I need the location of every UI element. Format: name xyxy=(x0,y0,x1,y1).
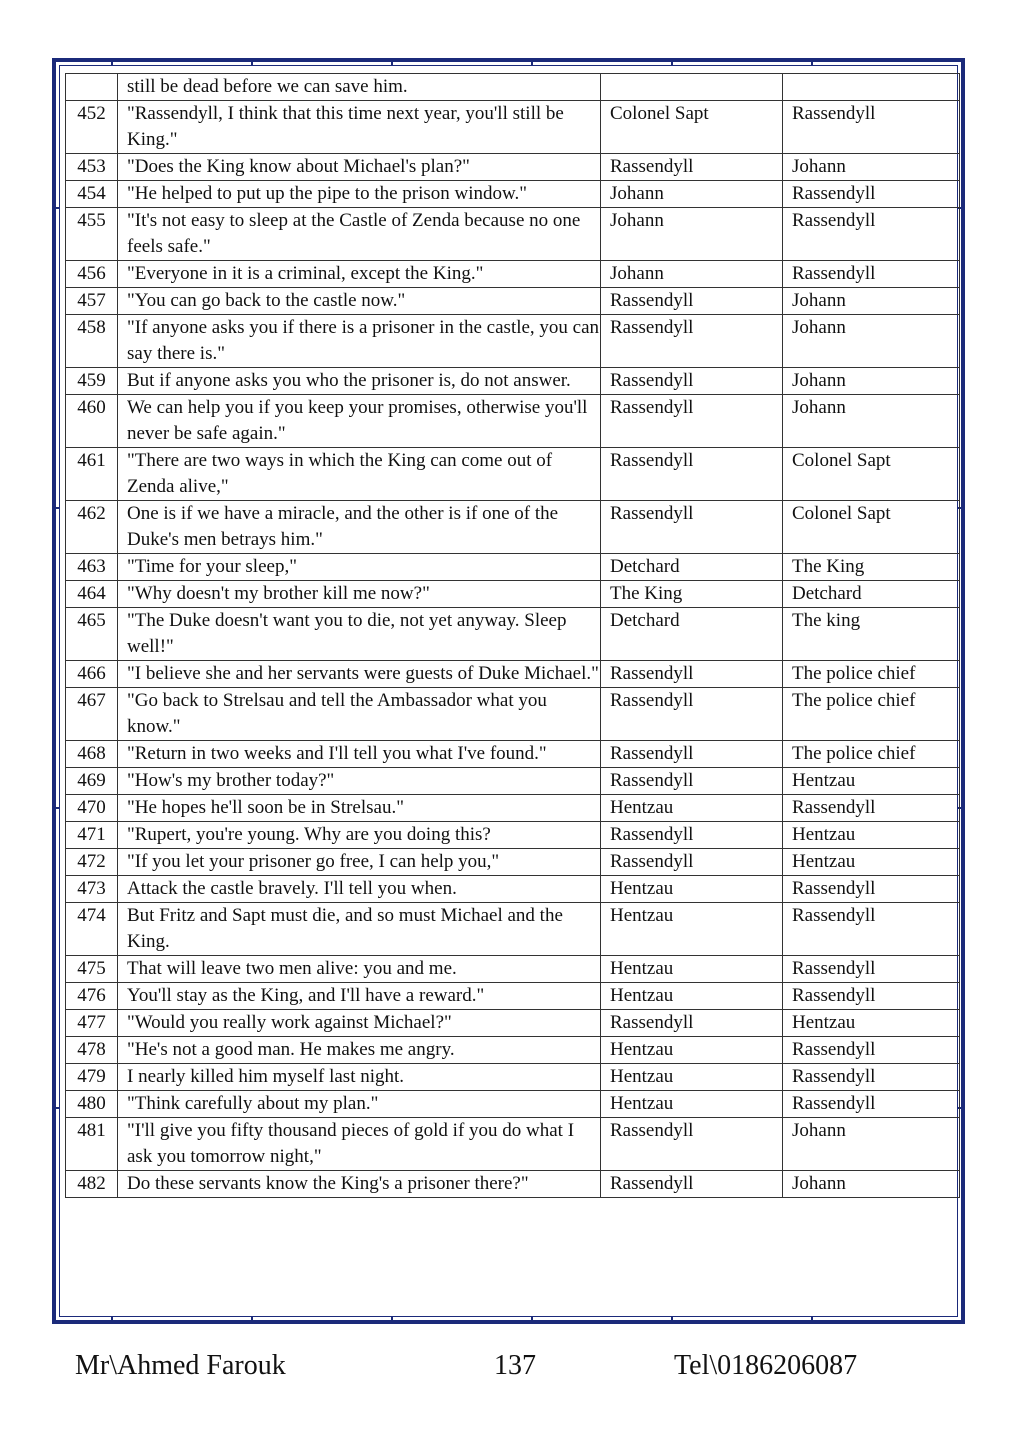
speaker-cell: Rassendyll xyxy=(601,501,783,554)
quote-text-cell: Do these servants know the King's a prisoner there?" xyxy=(118,1171,601,1198)
speaker-cell: Colonel Sapt xyxy=(601,101,783,154)
quote-text-cell: I nearly killed him myself last night. xyxy=(118,1064,601,1091)
quote-text-cell: "It's not easy to sleep at the Castle of Zenda because no one feels safe." xyxy=(118,208,601,261)
quote-text-cell: "He's not a good man. He makes me angry. xyxy=(118,1037,601,1064)
listener-cell: Rassendyll xyxy=(783,795,960,822)
line-number-cell: 467 xyxy=(66,688,118,741)
line-number-cell: 470 xyxy=(66,795,118,822)
listener-cell: Johann xyxy=(783,315,960,368)
table-row xyxy=(66,608,960,661)
table-row xyxy=(66,661,960,688)
listener-cell: Detchard xyxy=(783,581,960,608)
speaker-cell: Rassendyll xyxy=(601,849,783,876)
line-number-cell: 473 xyxy=(66,876,118,903)
table-row xyxy=(66,74,960,101)
quote-text-cell: "You can go back to the castle now." xyxy=(118,288,601,315)
line-number-cell xyxy=(66,74,118,101)
listener-cell: The police chief xyxy=(783,661,960,688)
table-row xyxy=(66,1037,960,1064)
speaker-cell: Johann xyxy=(601,261,783,288)
speaker-cell: Hentzau xyxy=(601,1037,783,1064)
line-number-cell: 479 xyxy=(66,1064,118,1091)
listener-cell: Rassendyll xyxy=(783,1064,960,1091)
footer-page-number: 137 xyxy=(494,1350,536,1381)
speaker-cell: Hentzau xyxy=(601,795,783,822)
speaker-cell: Rassendyll xyxy=(601,661,783,688)
line-number-cell: 469 xyxy=(66,768,118,795)
quote-text-cell: "There are two ways in which the King can come out of Zenda alive," xyxy=(118,448,601,501)
quote-text-cell: "Return in two weeks and I'll tell you what I've found." xyxy=(118,741,601,768)
line-number-cell: 477 xyxy=(66,1010,118,1037)
listener-cell: Rassendyll xyxy=(783,983,960,1010)
listener-cell: Rassendyll xyxy=(783,101,960,154)
speaker-cell: Hentzau xyxy=(601,876,783,903)
table-row xyxy=(66,768,960,795)
line-number-cell: 475 xyxy=(66,956,118,983)
table-row xyxy=(66,501,960,554)
listener-cell: Rassendyll xyxy=(783,1091,960,1118)
table-row xyxy=(66,1010,960,1037)
line-number-cell: 481 xyxy=(66,1118,118,1171)
table-row xyxy=(66,849,960,876)
speaker-cell: Rassendyll xyxy=(601,1171,783,1198)
speaker-cell: Rassendyll xyxy=(601,1118,783,1171)
quote-text-cell: We can help you if you keep your promises, otherwise you'll never be safe again." xyxy=(118,395,601,448)
line-number-cell: 459 xyxy=(66,368,118,395)
table-row xyxy=(66,181,960,208)
speaker-cell: Johann xyxy=(601,208,783,261)
listener-cell: The King xyxy=(783,554,960,581)
table-row xyxy=(66,1064,960,1091)
quote-text-cell: But if anyone asks you who the prisoner is, do not answer. xyxy=(118,368,601,395)
quote-text-cell: "Go back to Strelsau and tell the Ambassador what you know." xyxy=(118,688,601,741)
table-row xyxy=(66,688,960,741)
listener-cell: Rassendyll xyxy=(783,876,960,903)
speaker-cell: Detchard xyxy=(601,554,783,581)
speaker-cell: Johann xyxy=(601,181,783,208)
speaker-cell: Rassendyll xyxy=(601,395,783,448)
table-row xyxy=(66,154,960,181)
speaker-cell: Rassendyll xyxy=(601,688,783,741)
line-number-cell: 466 xyxy=(66,661,118,688)
listener-cell: Johann xyxy=(783,1118,960,1171)
table-row xyxy=(66,876,960,903)
quote-text-cell: "Would you really work against Michael?" xyxy=(118,1010,601,1037)
speaker-cell: Rassendyll xyxy=(601,822,783,849)
speaker-cell: Hentzau xyxy=(601,956,783,983)
listener-cell: Johann xyxy=(783,368,960,395)
table-row xyxy=(66,795,960,822)
listener-cell: Rassendyll xyxy=(783,181,960,208)
line-number-cell: 457 xyxy=(66,288,118,315)
quote-text-cell: "Rupert, you're young. Why are you doing this? xyxy=(118,822,601,849)
line-number-cell: 476 xyxy=(66,983,118,1010)
table-row xyxy=(66,956,960,983)
quote-text-cell: "I'll give you fifty thousand pieces of gold if you do what I ask you tomorrow night," xyxy=(118,1118,601,1171)
listener-cell: The king xyxy=(783,608,960,661)
listener-cell: Johann xyxy=(783,1171,960,1198)
quote-text-cell: You'll stay as the King, and I'll have a reward." xyxy=(118,983,601,1010)
table-row xyxy=(66,554,960,581)
table-row xyxy=(66,1171,960,1198)
table-row xyxy=(66,581,960,608)
quote-text-cell: "The Duke doesn't want you to die, not yet anyway. Sleep well!" xyxy=(118,608,601,661)
quote-text-cell: still be dead before we can save him. xyxy=(118,74,601,101)
line-number-cell: 462 xyxy=(66,501,118,554)
speaker-cell: Rassendyll xyxy=(601,1010,783,1037)
line-number-cell: 456 xyxy=(66,261,118,288)
table-row xyxy=(66,208,960,261)
line-number-cell: 454 xyxy=(66,181,118,208)
quote-text-cell: Attack the castle bravely. I'll tell you when. xyxy=(118,876,601,903)
speaker-cell: Rassendyll xyxy=(601,315,783,368)
line-number-cell: 452 xyxy=(66,101,118,154)
quote-text-cell: "Rassendyll, I think that this time next year, you'll still be King." xyxy=(118,101,601,154)
table-row xyxy=(66,983,960,1010)
line-number-cell: 482 xyxy=(66,1171,118,1198)
listener-cell: Johann xyxy=(783,288,960,315)
listener-cell: Hentzau xyxy=(783,768,960,795)
line-number-cell: 453 xyxy=(66,154,118,181)
listener-cell xyxy=(783,74,960,101)
quote-text-cell: "Think carefully about my plan." xyxy=(118,1091,601,1118)
quote-text-cell: "How's my brother today?" xyxy=(118,768,601,795)
listener-cell: Hentzau xyxy=(783,1010,960,1037)
line-number-cell: 474 xyxy=(66,903,118,956)
listener-cell: Colonel Sapt xyxy=(783,448,960,501)
quote-text-cell: "He hopes he'll soon be in Strelsau." xyxy=(118,795,601,822)
listener-cell: The police chief xyxy=(783,741,960,768)
line-number-cell: 455 xyxy=(66,208,118,261)
listener-cell: Rassendyll xyxy=(783,208,960,261)
speaker-cell: Rassendyll xyxy=(601,768,783,795)
table-row xyxy=(66,448,960,501)
speaker-cell: Hentzau xyxy=(601,1091,783,1118)
listener-cell: The police chief xyxy=(783,688,960,741)
table-row xyxy=(66,261,960,288)
quote-text-cell: That will leave two men alive: you and me. xyxy=(118,956,601,983)
speaker-cell: Hentzau xyxy=(601,983,783,1010)
line-number-cell: 465 xyxy=(66,608,118,661)
quote-text-cell: "If anyone asks you if there is a prisoner in the castle, you can say there is." xyxy=(118,315,601,368)
table-row xyxy=(66,822,960,849)
table-row xyxy=(66,903,960,956)
listener-cell: Rassendyll xyxy=(783,956,960,983)
quote-text-cell: "If you let your prisoner go free, I can help you," xyxy=(118,849,601,876)
listener-cell: Rassendyll xyxy=(783,261,960,288)
line-number-cell: 463 xyxy=(66,554,118,581)
speaker-cell: Rassendyll xyxy=(601,448,783,501)
speaker-cell: Rassendyll xyxy=(601,741,783,768)
quote-text-cell: "Everyone in it is a criminal, except the King." xyxy=(118,261,601,288)
footer-author: Mr\Ahmed Farouk xyxy=(75,1350,286,1381)
speaker-cell: Hentzau xyxy=(601,903,783,956)
table-row xyxy=(66,101,960,154)
line-number-cell: 472 xyxy=(66,849,118,876)
listener-cell: Hentzau xyxy=(783,849,960,876)
table-row xyxy=(66,395,960,448)
listener-cell: Hentzau xyxy=(783,822,960,849)
quote-text-cell: One is if we have a miracle, and the other is if one of the Duke's men betrays him." xyxy=(118,501,601,554)
line-number-cell: 468 xyxy=(66,741,118,768)
line-number-cell: 464 xyxy=(66,581,118,608)
listener-cell: Colonel Sapt xyxy=(783,501,960,554)
speaker-cell: Hentzau xyxy=(601,1064,783,1091)
listener-cell: Johann xyxy=(783,154,960,181)
dialogue-table xyxy=(65,73,960,1198)
speaker-cell: The King xyxy=(601,581,783,608)
line-number-cell: 480 xyxy=(66,1091,118,1118)
footer-phone: Tel\0186206087 xyxy=(674,1350,858,1381)
table-row xyxy=(66,1091,960,1118)
listener-cell: Rassendyll xyxy=(783,903,960,956)
table-row xyxy=(66,315,960,368)
speaker-cell: Rassendyll xyxy=(601,154,783,181)
table-row xyxy=(66,1118,960,1171)
table-row xyxy=(66,368,960,395)
quote-text-cell: "Does the King know about Michael's plan?" xyxy=(118,154,601,181)
quote-text-cell: "He helped to put up the pipe to the prison window." xyxy=(118,181,601,208)
quote-text-cell: "I believe she and her servants were guests of Duke Michael." xyxy=(118,661,601,688)
table-row xyxy=(66,741,960,768)
listener-cell: Rassendyll xyxy=(783,1037,960,1064)
dialogue-table-body xyxy=(66,74,960,1198)
line-number-cell: 471 xyxy=(66,822,118,849)
speaker-cell: Rassendyll xyxy=(601,368,783,395)
line-number-cell: 478 xyxy=(66,1037,118,1064)
quote-text-cell: "Time for your sleep," xyxy=(118,554,601,581)
quote-text-cell: But Fritz and Sapt must die, and so must Michael and the King. xyxy=(118,903,601,956)
line-number-cell: 460 xyxy=(66,395,118,448)
speaker-cell: Rassendyll xyxy=(601,288,783,315)
speaker-cell: Detchard xyxy=(601,608,783,661)
line-number-cell: 461 xyxy=(66,448,118,501)
quote-text-cell: "Why doesn't my brother kill me now?" xyxy=(118,581,601,608)
listener-cell: Johann xyxy=(783,395,960,448)
line-number-cell: 458 xyxy=(66,315,118,368)
speaker-cell xyxy=(601,74,783,101)
table-row xyxy=(66,288,960,315)
